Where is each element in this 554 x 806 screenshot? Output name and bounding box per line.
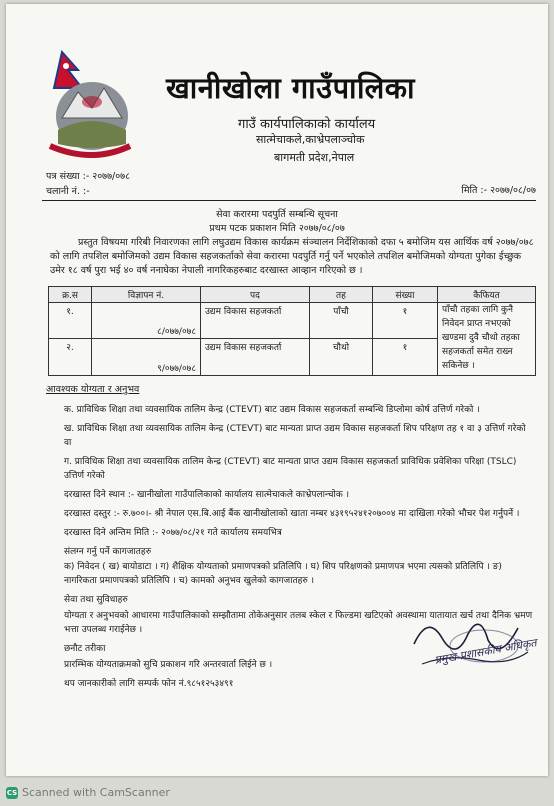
province-name: बागमती प्रदेश,नेपाल: [274, 151, 355, 164]
requirement-item: ग. प्राविधिक शिक्षा तथा व्यवसायिक तालिम केन्द्र (CTEVT) बाट मान्यता प्राप्त उद्यम विकास सहजकर्ता प्राविधिक प्रवेशिका परिक्षा (TSLC) उत्तिर्ण गरेको: [64, 456, 517, 481]
table-row: [49, 303, 536, 339]
header-divider: [42, 200, 536, 201]
col-header-count: संख्या: [373, 287, 438, 303]
facility-text: योग्यता र अनुभवको आधारमा गाउँपालिकाको सम्झौतामा तोकेअनुसार तलब स्केल र फिल्डमा खटिएको अवस्थामा यातायात खर्च तथा दैनिक भ्रमण भत्ता उपलब्ध गराईनेछ ।: [64, 611, 533, 636]
cell-level: चौथो: [310, 339, 373, 375]
facility-heading: सेवा तथा सुविधाहरु: [64, 595, 128, 606]
notice-intro: प्रस्तुत विषयमा गरिबी निवारणका लागि लघुउद्यम विकास कार्यक्रम संञ्चालन निर्देशिकाको दफा ५ बमोजिम यस आर्थिक वर्ष २०७७/०७८ को लागि तपशिल बमोजिमको उद्यम विकास सहजकर्ताको सेवा करारमा पदपुर्ति गर्नु पर्ने भएकोले तपशिल बमोजिमको योग्यता पुगेका ईच्छुक उमेर १८ वर्ष पुरा भई ४० वर्ष ननाघेका नेपाली नागरिकहरुबाट दरखास्त आव्हान गरिएको छ ।: [50, 237, 534, 276]
dispatch-number: चलानी नं. :-: [46, 186, 90, 197]
signature-label: प्रमुख प्रशासकीय अधिकृत: [433, 636, 538, 667]
cell-adv-no: ९/०७७/०७८: [92, 339, 201, 375]
col-header-level: तह: [310, 287, 373, 303]
cell-sn: १.: [49, 303, 92, 339]
reference-number: पत्र संख्या :- २०७७/०७८: [46, 171, 131, 182]
col-header-remark: कैफियत: [438, 287, 536, 303]
nepal-emblem-logo: [44, 48, 134, 164]
letter-date: मिति :- २०७७/०८/०७: [461, 185, 536, 196]
requirement-item: क. प्राविधिक शिक्षा तथा व्यवसायिक तालिम केन्द्र (CTEVT) बाट उद्यम विकास सहजकर्ता सम्बन्धि डिप्लोमा कोर्ष उत्तिर्ण गरेको ।: [64, 405, 480, 415]
requirements-heading: आवश्यक योग्यता र अनुभव: [46, 384, 140, 395]
cell-count: १: [373, 303, 438, 339]
requirement-item: ख. प्राविधिक शिक्षा तथा व्यवसायिक तालिम केन्द्र (CTEVT) बाट मान्यता प्राप्त उद्यम विकास सहजकर्ता शिप परिक्षण तह १ वा ३ उत्तिर्ण गरेको वा: [64, 423, 526, 448]
office-address: सात्मेचाकले,काभ्रेपलाञ्चोक: [256, 133, 365, 146]
cell-sn: २.: [49, 339, 92, 375]
application-fee: दरखास्त दस्तुर :- रु.७००।- श्री नेपाल एस.बि.आई बैंक खानीखोलाको खाता नम्बर ४३१९५२४१२०७००४ मा दाखिला गरेको भौचर पेश गर्नुपर्ने ।: [64, 508, 520, 519]
office-name: गाउँ कार्यपालिकाको कार्यालय: [238, 117, 376, 132]
notice-publication-date: प्रथम पटक प्रकाशन मिति २०७७/०८/०७: [209, 223, 345, 234]
notice-title: सेवा करारमा पदपुर्ति सम्बन्धि सूचना: [216, 209, 338, 220]
documents-list: क) निवेदन ( ख) बायोडाटा । ग) शैक्षिक योग्यताको प्रमाणपत्रको प्रतिलिपि । घ) शिप परिक्षणको प्रमाणपत्र भएमा त्यसको प्रतिलिपि । ङ) नागरिकता प्रमाणपत्रको प्रतिलिपि । च) कामको अनुभव खुलेको कागजातहरु ।: [64, 562, 502, 587]
col-header-post: पद: [201, 287, 310, 303]
selection-heading: छनौट तरीका: [64, 644, 106, 655]
documents-heading: संलग्न गर्नु पर्ने कागजातहरु: [64, 546, 152, 557]
camscanner-watermark: [6, 786, 170, 799]
col-header-sn: क्र.स: [49, 287, 92, 303]
cell-remark: पाँचौ तहका लागि कुनै निवेदन प्राप्त नभएको खण्डमा दुवै चौथो तहका सहजकर्ता समेत राख्न सकिनेछ ।: [438, 303, 536, 376]
cell-count: १: [373, 339, 438, 375]
cell-post: उद्यम विकास सहजकर्ता: [201, 303, 310, 339]
municipality-title: खानीखोला गाउँपालिका: [166, 71, 416, 105]
cell-adv-no: ८/०७७/०७८: [92, 303, 201, 339]
vacancy-table: [48, 286, 536, 376]
watermark-text: Scanned with CamScanner: [22, 786, 170, 799]
application-place: दरखास्त दिने स्थान :- खानीखोला गाउँपालिकाको कार्यालय सात्मेचाकले काभ्रेपलान्चोक ।: [64, 489, 350, 500]
contact-text: थप जानकारीको लागि सम्पर्क फोन नं.९८५१२५३४९१: [64, 679, 234, 689]
cell-level: पाँचौ: [310, 303, 373, 339]
camscanner-icon: CS: [6, 788, 18, 797]
cell-post: उद्यम विकास सहजकर्ता: [201, 339, 310, 375]
notice-page: [6, 4, 548, 776]
application-deadline: दरखास्त दिने अन्तिम मिति :- २०७७/०८/२१ गते कार्यालय समयभित्र: [64, 527, 282, 538]
col-header-adv-no: विज्ञापन नं.: [92, 287, 201, 303]
selection-text: प्रारम्भिक योग्यताक्रमको सुचि प्रकाशन गरि अन्तरवार्ता लिईने छ ।: [64, 660, 273, 671]
